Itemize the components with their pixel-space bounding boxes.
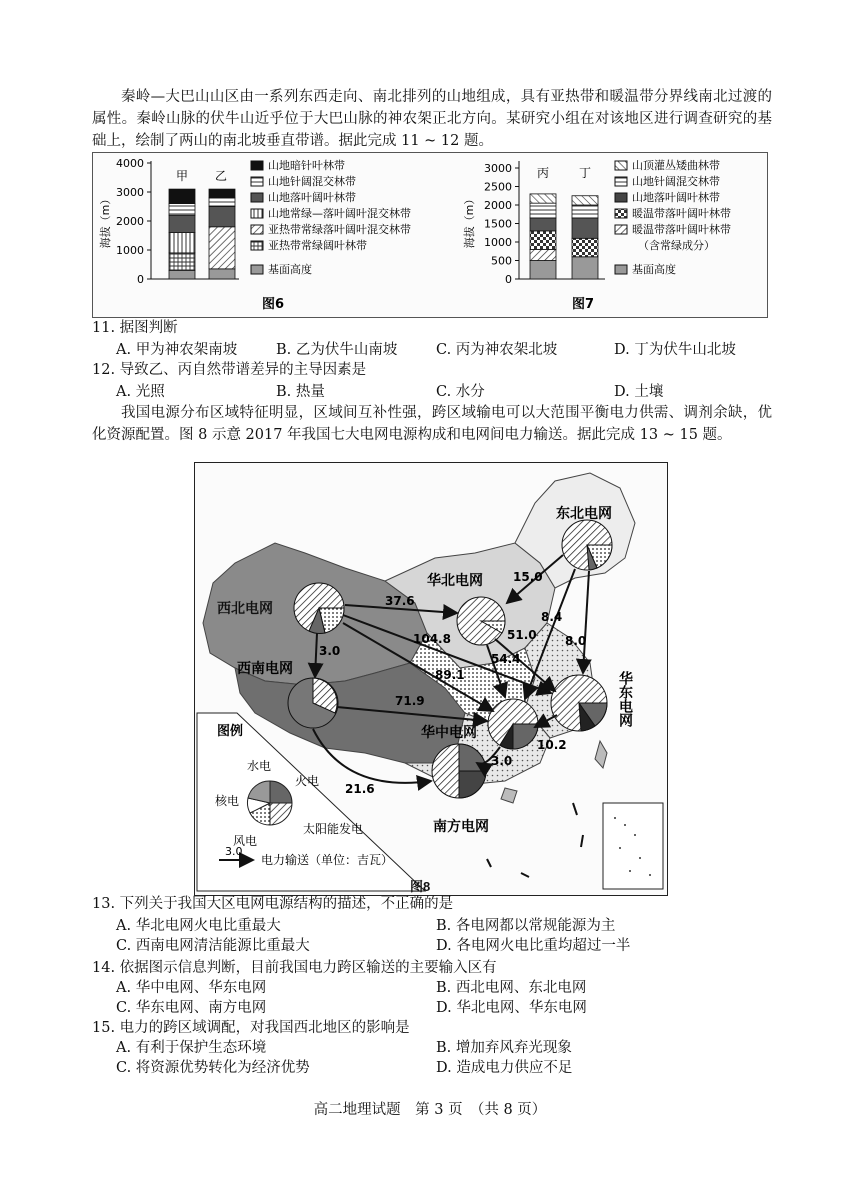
legend-swatch: [615, 193, 627, 202]
q13-option-a[interactable]: A. 华北电网火电比重最大: [116, 918, 281, 934]
flow-label-104-8: 104.8: [413, 632, 451, 646]
q14-option-c[interactable]: C. 华东电网、南方电网: [116, 1000, 267, 1016]
pie-huazhong: [488, 699, 538, 749]
legend-swatch: [251, 177, 263, 186]
fig7-bars: [530, 194, 598, 279]
pie-huadong: [551, 675, 607, 731]
fig7-bar-segment: [530, 231, 556, 250]
fig6-ylabel: 海拔（m）: [99, 193, 112, 249]
q11-option-a[interactable]: A. 甲为神农架南坡: [116, 342, 238, 358]
fig6-bar-segment: [169, 189, 195, 204]
fig6-bar-segment: [209, 269, 235, 279]
legend-swatch: [615, 225, 627, 234]
sea-border-dashes: [487, 803, 583, 877]
q14-option-a[interactable]: A. 华中电网、华东电网: [116, 980, 267, 996]
fig6-legend-label: 山地常绿—落叶阔叶混交林带: [268, 207, 411, 220]
intro-paragraph-2: 我国电源分布区域特征明显，区域间互补性强，跨区域输电可以大范围平衡电力供需、调剂余缺，优化资源配置。图 8 示意 2017 年我国七大电网电源构成和电网间电力输送。据此完成 13 ~ 15 题。: [92, 405, 772, 443]
flow-label-37-6: 37.6: [385, 594, 415, 608]
legend-swatch: [251, 241, 263, 250]
question-12-stem: 12. 导致乙、丙自然带谱差异的主导因素是: [92, 362, 367, 378]
fig7-ytick: 1500: [484, 217, 512, 231]
legend-wind: 风电: [232, 834, 258, 848]
q15-option-c[interactable]: C. 将资源优势转化为经济优势: [116, 1060, 310, 1076]
fig7-bar-segment: [572, 205, 598, 218]
legend-solar: 太阳能发电: [302, 822, 364, 836]
legend-swatch: [615, 177, 627, 186]
question-14-stem: 14. 依据图示信息判断，目前我国电力跨区输送的主要输入区有: [92, 960, 497, 976]
legend-swatch: [251, 209, 263, 218]
fig7-legend: [615, 158, 731, 276]
pie-nanfang: [432, 744, 486, 798]
fig6-bar-segment: [169, 270, 195, 279]
fig6-ytick: 0: [137, 273, 144, 286]
flow-label-21-6: 21.6: [345, 782, 375, 796]
fig7-bar-segment: [530, 194, 556, 203]
fig6-ytick: 3000: [116, 186, 144, 199]
legend-swatch: [615, 209, 627, 218]
page-footer: 高二地理试题 第 3 页 （共 8 页）: [313, 1102, 547, 1118]
flow-label-8-4: 8.4: [541, 610, 563, 624]
fig7-ytick: 0: [505, 273, 512, 286]
pie-xibei: [294, 583, 344, 634]
pie-huabei: [457, 597, 505, 645]
fig6-bar-segment: [209, 207, 235, 227]
fig7-bar-segment: [572, 196, 598, 205]
legend-title: 图例: [217, 724, 244, 739]
flow-label-15-0: 15.0: [513, 570, 543, 584]
flow-label-10-2: 10.2: [537, 738, 567, 752]
fig6-legend: [251, 158, 411, 276]
fig6-caption: 图6: [261, 297, 285, 312]
figure-8-svg: [195, 463, 667, 895]
legend-swatch: [251, 161, 263, 170]
legend-swatch: [615, 265, 627, 274]
fig7-bar-segment: [530, 218, 556, 231]
legend-pie: [247, 781, 292, 825]
fig7-legend-label: 暖温带落叶阔叶林带: [632, 223, 731, 236]
label-huabei-grid: 华北电网: [427, 573, 483, 589]
intro-paragraph-1: 秦岭—大巴山山区由一系列东西走向、南北排列的山地组成，具有亚热带和暖温带分界线南北过渡的属性。秦岭山脉的伏牛山近乎位于大巴山脉的神农架正北方向。某研究小组在对该地区进行调查研究的基础上，绘制了两山的南北坡垂直带谱。据此完成 11 ~ 12 题。: [92, 89, 772, 149]
pie-dongbei: [562, 520, 612, 570]
q12-option-c[interactable]: C. 水分: [436, 384, 485, 400]
flow-label-3-0-xibei: 3.0: [319, 644, 341, 658]
q11-option-c[interactable]: C. 丙为神农架北坡: [436, 342, 558, 358]
flow-label-89-1: 89.1: [435, 668, 465, 682]
fig6-legend-label: 山地暗针叶林带: [268, 159, 345, 172]
pie-xinan: [288, 678, 338, 728]
fig6-bar-segment: [169, 215, 195, 232]
flow-label-54-4: 54.4: [491, 652, 521, 666]
fig7-ylabel: 海拔（m）: [463, 193, 476, 249]
fig7-legend-label: 山顶灌丛矮曲林带: [632, 159, 720, 172]
q13-option-b[interactable]: B. 各电网都以常规能源为主: [436, 918, 616, 934]
fig7-legend-label: 暖温带落叶阔叶林带: [632, 207, 731, 220]
fig7-bar-label-bing: 丙: [536, 166, 550, 180]
legend-arrow-label: 电力输送（单位：吉瓦）: [261, 853, 394, 867]
fig6-bar-segment: [209, 227, 235, 269]
fig6-bar-segment: [169, 204, 195, 216]
legend-hydro: 水电: [246, 759, 272, 773]
south-china-sea-inset: [603, 803, 663, 889]
question-13-stem: 13. 下列关于我国大区电网电源结构的描述，不正确的是: [92, 896, 454, 912]
q15-option-b[interactable]: B. 增加弃风弃光现象: [436, 1040, 572, 1056]
q11-option-d[interactable]: D. 丁为伏牛山北坡: [614, 342, 736, 358]
label-dongbei-grid: 东北电网: [556, 506, 612, 522]
figure-6-7-panel: [92, 152, 768, 318]
figure-6-7-svg: [93, 153, 767, 317]
q11-option-b[interactable]: B. 乙为伏牛山南坡: [276, 342, 398, 358]
q15-option-d[interactable]: D. 造成电力供应不足: [436, 1060, 573, 1076]
legend-swatch: [615, 161, 627, 170]
fig6-bar-segment: [169, 233, 195, 253]
fig6-legend-label: 山地落叶阔叶林带: [268, 191, 356, 204]
fig7-ytick: 500: [491, 254, 512, 268]
fig6-legend-label: 基面高度: [268, 263, 312, 276]
fig7-ytick: 2500: [484, 180, 512, 194]
flow-label-8-0: 8.0: [565, 634, 587, 648]
fig6-ytick: 4000: [116, 157, 144, 170]
fig6-bar-label-yi: 乙: [214, 169, 228, 183]
figure-8-map: [194, 462, 668, 896]
legend-nuclear: 核电: [214, 794, 240, 808]
question-11-stem: 11. 据图判断: [92, 320, 178, 336]
legend-arrow-value: 3.0: [225, 845, 243, 858]
label-nanfang-grid: 南方电网: [433, 819, 489, 835]
q12-option-d[interactable]: D. 土壤: [614, 384, 664, 400]
fig7-bar-segment: [530, 203, 556, 218]
fig7-bar-label-ding: 丁: [578, 166, 592, 180]
q13-option-c[interactable]: C. 西南电网清洁能源比重最大: [116, 938, 310, 954]
fig7-bar-segment: [530, 249, 556, 260]
q12-option-a[interactable]: A. 光照: [116, 384, 165, 400]
fig6-legend-label: 亚热带常绿落叶阔叶混交林带: [268, 223, 411, 236]
label-xibei-grid: 西北电网: [217, 601, 273, 617]
q14-option-d[interactable]: D. 华北电网、华东电网: [436, 1000, 587, 1016]
fig7-bar-segment: [572, 257, 598, 279]
fig6-ytick: 1000: [116, 244, 144, 257]
fig7-caption: 图7: [571, 297, 595, 312]
flow-label-51-0: 51.0: [507, 628, 537, 642]
fig7-bar-segment: [572, 218, 598, 238]
fig7-legend-label: 基面高度: [632, 263, 676, 276]
flow-label-71-9: 71.9: [395, 694, 425, 708]
fig7-bar-segment: [530, 261, 556, 280]
fig6-bar-segment: [209, 189, 235, 198]
question-15-stem: 15. 电力的跨区域调配，对我国西北地区的影响是: [92, 1020, 410, 1036]
fig6-bar-label-jia: 甲: [175, 169, 189, 183]
label-huazhong-grid: 华中电网: [421, 725, 477, 741]
label-xinan-grid: 西南电网: [237, 661, 293, 677]
fig7-bar-segment: [572, 238, 598, 256]
q13-option-d[interactable]: D. 各电网火电比重均超过一半: [436, 938, 631, 954]
region-hainan: [501, 788, 517, 803]
fig6-bar-segment: [209, 198, 235, 207]
fig7-legend-label: 山地落叶阔叶林带: [632, 191, 720, 204]
legend-swatch: [251, 193, 263, 202]
fig6-legend-label: 山地针阔混交林带: [268, 175, 356, 188]
fig7-ytick: 1000: [484, 236, 512, 249]
fig6-legend-label: 亚热带常绿阔叶林带: [268, 239, 367, 252]
legend-swatch: [251, 225, 263, 234]
q14-option-b[interactable]: B. 西北电网、东北电网: [436, 980, 587, 996]
fig7-ytick: 2000: [484, 199, 512, 212]
fig7-legend-label: 山地针阔混交林带: [632, 175, 720, 188]
legend-thermal: 火电: [294, 774, 320, 788]
fig7-legend-label: （含常绿成分）: [638, 239, 715, 252]
fig7-ytick: 3000: [484, 162, 512, 175]
q12-option-b[interactable]: B. 热量: [276, 384, 325, 400]
legend-swatch: [251, 265, 263, 274]
fig6-ytick: 2000: [116, 215, 144, 228]
fig6-bar-segment: [169, 253, 195, 270]
fig8-caption: 图8: [410, 879, 431, 894]
flow-label-3-0-huazhong: 3.0: [491, 754, 513, 768]
fig6-bars: [169, 189, 235, 279]
label-huadong-grid: 华东电网: [617, 671, 633, 727]
q15-option-a[interactable]: A. 有利于保护生态环境: [116, 1040, 267, 1056]
region-taiwan: [595, 741, 607, 768]
